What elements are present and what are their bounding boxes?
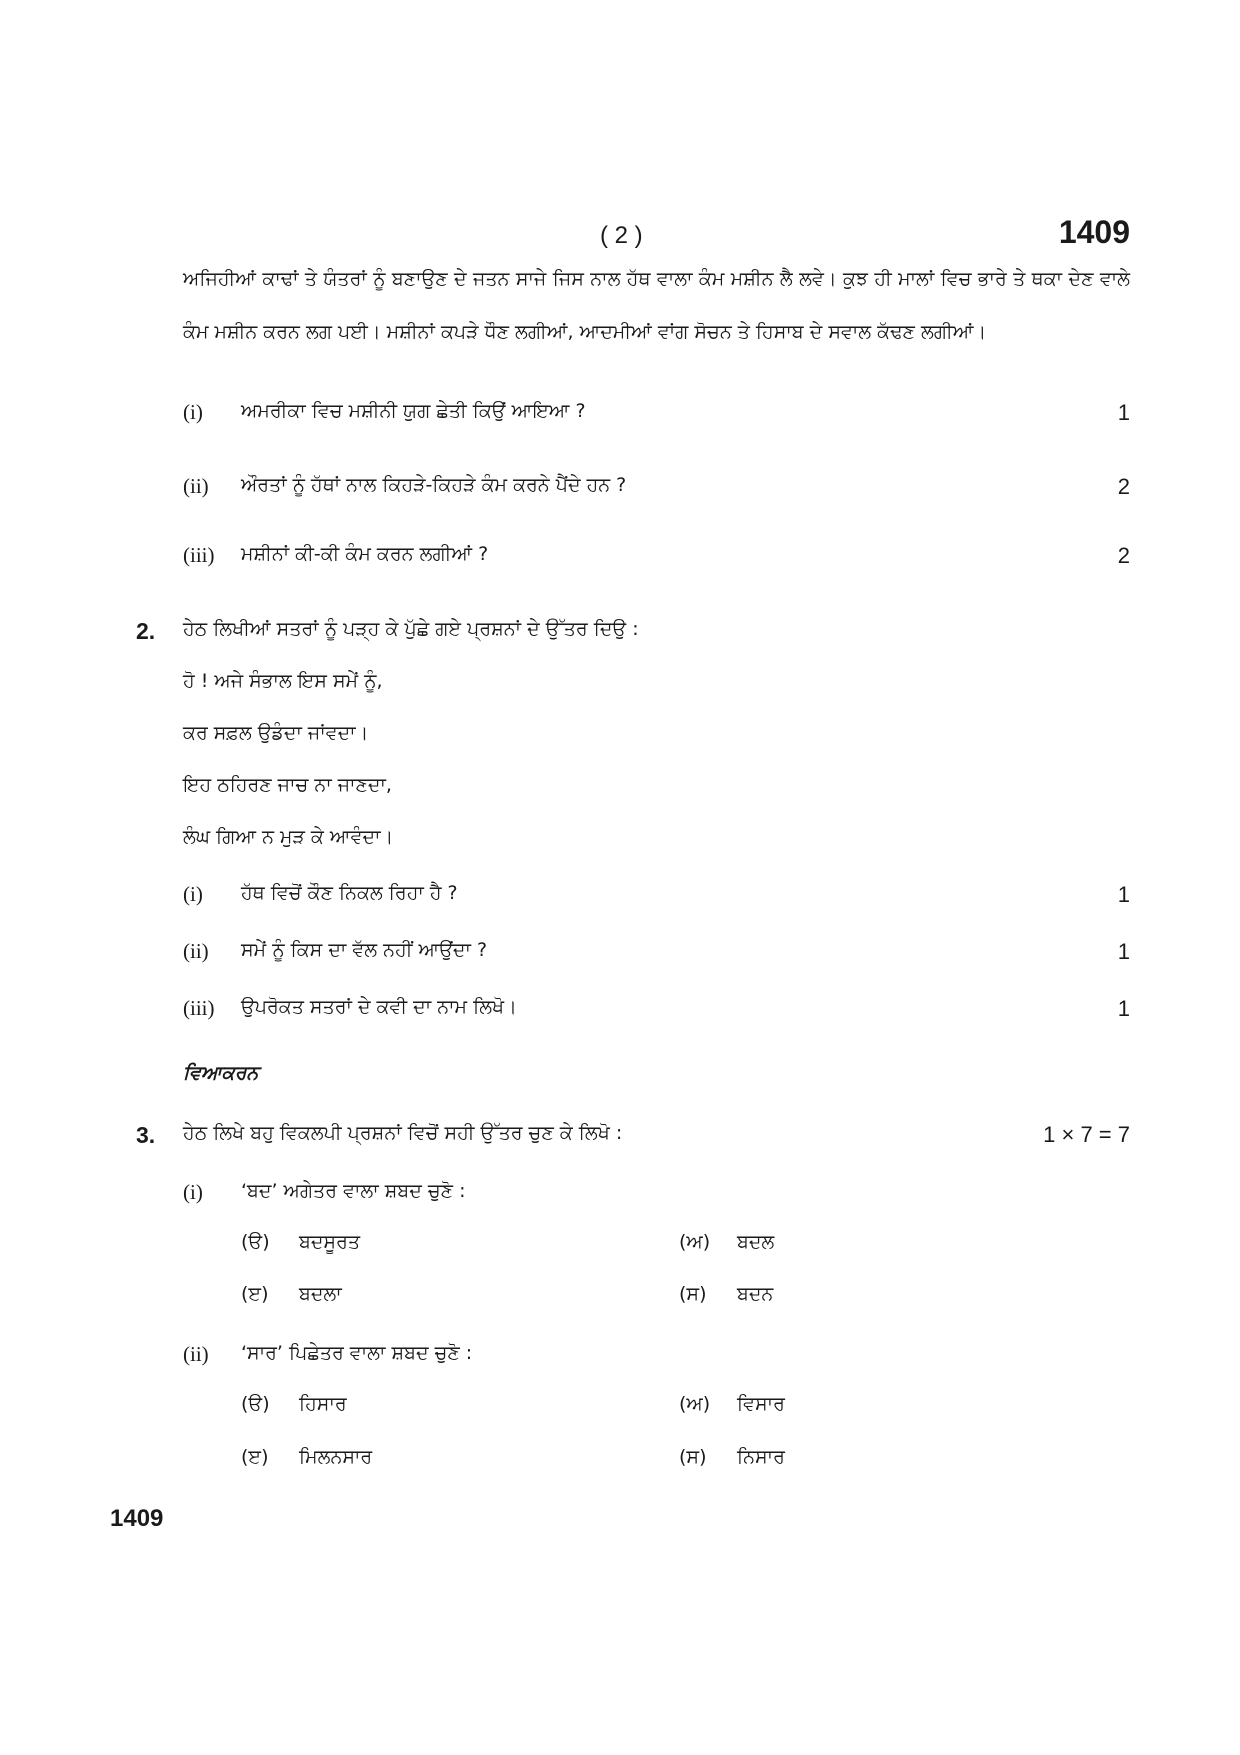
sub-number: (ii) [183, 474, 209, 498]
option-text: ਹਿਸਾਰ [299, 1393, 347, 1415]
option-label: (ਅ) [679, 1393, 711, 1415]
option-text: ਬਦਨ [737, 1283, 774, 1305]
q2-sub-2 [183, 939, 1130, 979]
marks: 1 [1117, 882, 1130, 907]
sub-number: (i) [183, 1180, 203, 1204]
marks: 1 [1117, 400, 1130, 425]
sub-number: (iii) [183, 543, 215, 567]
q2-sub-3 [183, 996, 1130, 1036]
sub-text: ਹੱਥ ਵਿਚੋਂ ਕੌਣ ਨਿਕਲ ਰਿਹਾ ਹੈ ? [241, 882, 458, 904]
q1-sub-2 [183, 474, 1130, 514]
option-label: (ੲ) [241, 1283, 269, 1305]
option-text: ਬਦਲਾ [299, 1283, 342, 1305]
marks: 2 [1117, 474, 1130, 499]
sub-number: (ii) [183, 939, 209, 963]
page-number: ( 2 ) [600, 222, 643, 249]
option-label: (ਸ) [679, 1283, 707, 1305]
question-2 [136, 618, 1130, 658]
section-title: ਵਿਆਕਰਨ [183, 1062, 259, 1084]
option-text: ਮਿਲਨਸਾਰ [299, 1446, 373, 1468]
option-label: (ੳ) [241, 1393, 270, 1415]
sub-text: ਸਮੇਂ ਨੂੰ ਕਿਸ ਦਾ ਵੱਲ ਨਹੀਂ ਆਉਂਦਾ ? [241, 939, 488, 961]
q2-sub-1 [183, 882, 1130, 922]
sub-text: ਉਪਰੋਕਤ ਸਤਰਾਂ ਦੇ ਕਵੀ ਦਾ ਨਾਮ ਲਿਖੋ। [241, 996, 517, 1018]
sub-number: (i) [183, 400, 203, 424]
sub-text: ‘ਸਾਰ’ ਪਿਛੇਤਰ ਵਾਲਾ ਸ਼ਬਦ ਚੁਣੋ : [241, 1342, 473, 1364]
question-text: ਹੇਠ ਲਿਖੇ ਬਹੁ ਵਿਕਲਪੀ ਪ੍ਰਸ਼ਨਾਂ ਵਿਚੋਂ ਸਹੀ ਉੱਤਰ ਚੁਣ ਕੇ ਲਿਖੋ : [183, 1122, 623, 1144]
option-label: (ਅ) [679, 1231, 711, 1253]
sub-number: (i) [183, 882, 203, 906]
paper-code-top: 1409 [1058, 214, 1130, 250]
sub-text: ਅਮਰੀਕਾ ਵਿਚ ਮਸ਼ੀਨੀ ਯੁਗ ਛੇਤੀ ਕਿਉਂ ਆਇਆ ? [241, 400, 586, 422]
q3-sub-1 [183, 1180, 1130, 1220]
marks: 1 [1117, 996, 1130, 1021]
option-text: ਵਿਸਾਰ [737, 1393, 785, 1415]
sub-text: ਔਰਤਾਂ ਨੂੰ ਹੱਥਾਂ ਨਾਲ ਕਿਹੜੇ-ਕਿਹੜੇ ਕੰਮ ਕਰਨੇ ਪੈਂਦੇ ਹਨ ? [241, 474, 627, 496]
option-label: (ਸ) [679, 1446, 707, 1468]
question-3 [136, 1122, 1130, 1162]
option-text: ਨਿਸਾਰ [737, 1446, 785, 1468]
question-number: 3. [136, 1122, 156, 1148]
passage-continuation: ਅਜਿਹੀਆਂ ਕਾਢਾਂ ਤੇ ਯੰਤਰਾਂ ਨੂੰ ਬਣਾਉਣ ਦੇ ਜਤਨ ਸਾਜੇ ਜਿਸ ਨਾਲ ਹੱਥ ਵਾਲਾ ਕੰਮ ਮਸ਼ੀਨ ਲੈ ਲਵੇ। ਕੁਝ ਹੀ ਮਾਲਾਂ ਵਿਚ ਭਾਰੇ ਤੇ ਥਕਾ ਦੇਣ ਵਾਲੇ ਕੰਮ ਮਸ਼ੀਨ ਕਰਨ ਲਗ ਪਈ। ਮਸ਼ੀਨਾਂ ਕਪੜੇ ਧੌਣ ਲਗੀਆਂ, ਆਦਮੀਆਂ ਵਾਂਗ ਸੋਚਨ ਤੇ ਹਿਸਾਬ ਦੇ ਸਵਾਲ ਕੱਢਣ ਲਗੀਆਂ। [183, 268, 1130, 343]
sub-text: ਮਸ਼ੀਨਾਂ ਕੀ-ਕੀ ਕੰਮ ਕਰਨ ਲਗੀਆਂ ? [241, 543, 489, 565]
q1-sub-1 [183, 400, 1130, 440]
sub-number: (ii) [183, 1342, 209, 1366]
question-text: ਹੇਠ ਲਿਖੀਆਂ ਸਤਰਾਂ ਨੂੰ ਪੜ੍ਹ ਕੇ ਪੁੱਛੇ ਗਏ ਪ੍ਰਸ਼ਨਾਂ ਦੇ ਉੱਤਰ ਦਿਉ : [183, 618, 639, 640]
marks: 2 [1117, 543, 1130, 568]
option-text: ਬਦਲ [737, 1231, 775, 1253]
question-number: 2. [136, 618, 156, 644]
marks: 1 [1117, 939, 1130, 964]
marks: 1 × 7 = 7 [1043, 1122, 1130, 1147]
verse-line-4: ਲੰਘ ਗਿਆ ਨ ਮੁੜ ਕੇ ਆਵੰਦਾ। [183, 826, 394, 848]
option-label: (ੲ) [241, 1446, 269, 1468]
verse-line-2: ਕਰ ਸਫ਼ਲ ਉਡੰਦਾ ਜਾਂਵਦਾ। [183, 722, 369, 744]
q1-sub-3 [183, 543, 1130, 583]
q3-sub-2 [183, 1342, 1130, 1382]
option-text: ਬਦਸੂਰਤ [299, 1231, 361, 1253]
verse-line-1: ਹੋ ! ਅਜੇ ਸੰਭਾਲ ਇਸ ਸਮੇਂ ਨੂੰ, [183, 670, 383, 692]
option-label: (ੳ) [241, 1231, 270, 1253]
sub-text: ‘ਬਦ’ ਅਗੇਤਰ ਵਾਲਾ ਸ਼ਬਦ ਚੁਣੋ : [241, 1180, 466, 1202]
verse-line-3: ਇਹ ਠਹਿਰਣ ਜਾਚ ਨਾ ਜਾਣਦਾ, [183, 774, 392, 796]
sub-number: (iii) [183, 996, 215, 1020]
paper-code-bottom: 1409 [110, 1505, 164, 1532]
